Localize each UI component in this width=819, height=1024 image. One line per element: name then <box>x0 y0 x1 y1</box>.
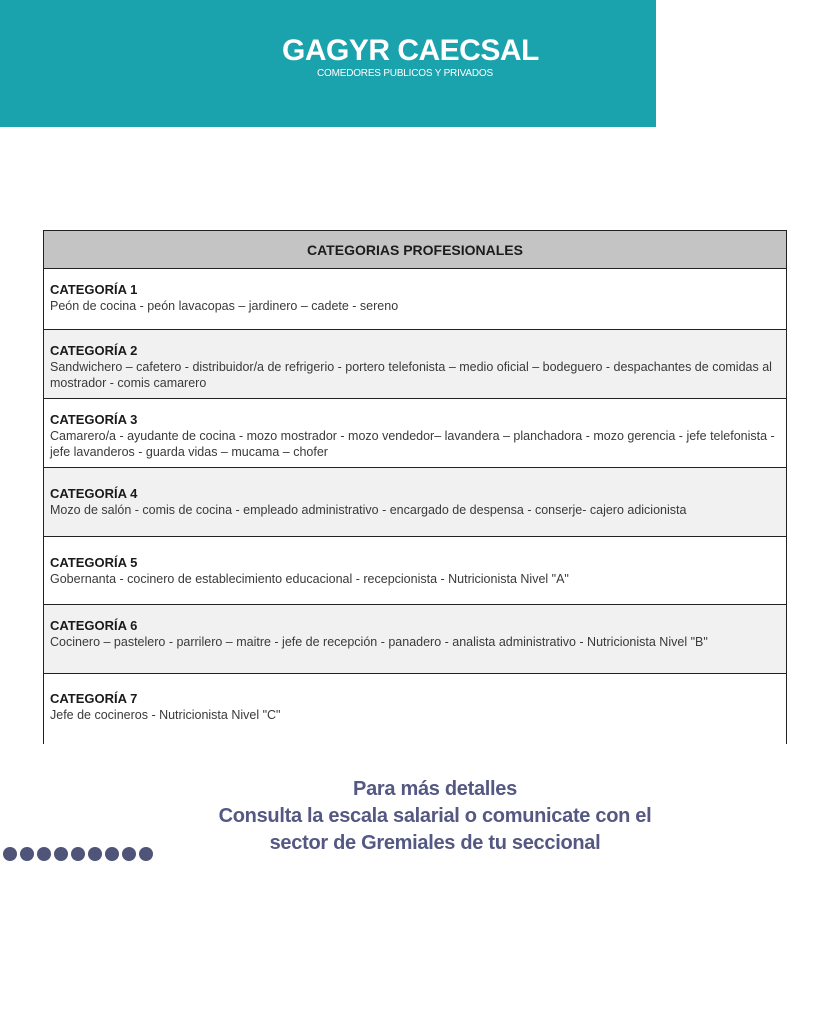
category-title: CATEGORÍA 6 <box>50 618 138 633</box>
dot-icon <box>3 847 17 861</box>
category-description: Gobernanta - cocinero de establecimiento educacional - recepcionista - Nutricionista Nivel "A" <box>50 572 569 586</box>
table-row <box>44 468 787 537</box>
category-description: Mozo de salón - comis de cocina - empleado administrativo - encargado de despensa - conserje- cajero adicionista <box>50 503 687 517</box>
dot-icon <box>88 847 102 861</box>
decorative-dots <box>3 847 153 863</box>
category-description: Camarero/a - ayudante de cocina - mozo mostrador - mozo vendedor– lavandera – planchadora - mozo gerencia - jefe telefonista - jefe lavanderos - guarda vidas – mucama – chofer <box>50 429 775 459</box>
dot-icon <box>20 847 34 861</box>
categories-table-container <box>43 230 787 744</box>
category-title: CATEGORÍA 4 <box>50 486 138 501</box>
cta-line-2: Consulta la escala salarial o comunicate con el <box>218 805 652 827</box>
table-row <box>44 269 787 330</box>
cta-line-3: sector de Gremiales de tu seccional <box>269 832 601 854</box>
header-banner <box>0 0 656 127</box>
gagyr-caecsal-logo <box>282 34 542 84</box>
table-row <box>44 605 787 674</box>
table-row <box>44 399 787 468</box>
dot-icon <box>105 847 119 861</box>
category-title: CATEGORÍA 1 <box>50 282 138 297</box>
table-cell <box>44 468 787 537</box>
dot-icon <box>54 847 68 861</box>
category-title: CATEGORÍA 3 <box>50 412 138 427</box>
category-description: Peón de cocina - peón lavacopas – jardinero – cadete - sereno <box>50 299 399 313</box>
table-cell <box>44 269 787 330</box>
table-row <box>44 537 787 605</box>
category-title: CATEGORÍA 5 <box>50 555 138 570</box>
category-title: CATEGORÍA 7 <box>50 691 138 706</box>
table-cell <box>44 330 787 399</box>
table-title: CATEGORIAS PROFESIONALES <box>44 231 787 269</box>
category-title: CATEGORÍA 2 <box>50 343 138 358</box>
category-description: Jefe de cocineros - Nutricionista Nivel "C" <box>50 708 281 722</box>
table-row <box>44 674 787 745</box>
table-cell <box>44 605 787 674</box>
dot-icon <box>139 847 153 861</box>
categories-table <box>43 230 787 744</box>
dot-icon <box>37 847 51 861</box>
logo-tagline: COMEDORES PUBLICOS Y PRIVADOS <box>317 68 493 79</box>
category-description: Cocinero – pastelero - parrilero – maitre - jefe de recepción - panadero - analista administrativo - Nutricionista Nivel "B" <box>50 635 708 649</box>
logo-wordmark: GAGYR CAECSAL <box>282 34 539 67</box>
table-cell <box>44 399 787 468</box>
dot-icon <box>71 847 85 861</box>
table-row <box>44 330 787 399</box>
table-cell <box>44 674 787 745</box>
category-description: Sandwichero – cafetero - distribuidor/a de refrigerio - portero telefonista – medio oficial – bodeguero - despachantes de comidas al mostrador - comis camarero <box>50 360 772 390</box>
dot-icon <box>122 847 136 861</box>
cta-line-1: Para más detalles <box>353 778 517 800</box>
contact-message <box>170 776 700 857</box>
table-cell <box>44 537 787 605</box>
